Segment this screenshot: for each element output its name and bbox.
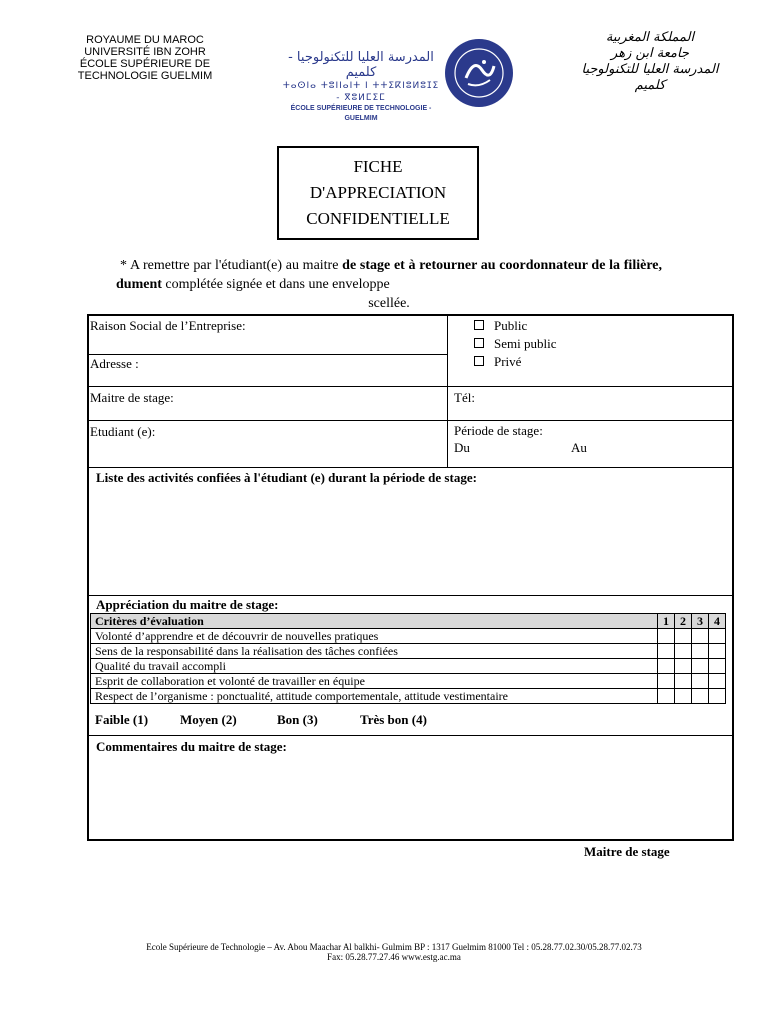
score-cell[interactable] bbox=[675, 659, 692, 674]
header-left-line-3: ÉCOLE SUPÉRIEURE DE bbox=[79, 58, 211, 70]
header-right-line-2: جامعة ابن زهر bbox=[611, 46, 689, 61]
score-cell[interactable] bbox=[692, 659, 709, 674]
score-cell[interactable] bbox=[658, 689, 675, 704]
checkbox-icon[interactable] bbox=[474, 356, 484, 366]
criterion-label: Sens de la responsabilité dans la réalisation des tâches confiées bbox=[91, 644, 658, 659]
periode-label: Période de stage: bbox=[454, 423, 543, 438]
raison-social-label: Raison Social de l’Entreprise: bbox=[90, 318, 246, 333]
score-cell[interactable] bbox=[709, 629, 726, 644]
signature-label: Maitre de stage bbox=[584, 844, 670, 859]
table-row bbox=[91, 674, 726, 689]
table-row bbox=[91, 629, 726, 644]
legend-moyen: Moyen (2) bbox=[180, 712, 237, 727]
score-cell[interactable] bbox=[692, 674, 709, 689]
table-row bbox=[91, 659, 726, 674]
du-label: Du bbox=[454, 440, 470, 455]
activites-label: Liste des activités confiées à l'étudiant (e) durant la période de stage: bbox=[96, 470, 477, 485]
header-right-line-3: المدرسة العليا للتكنولوجيا bbox=[581, 62, 719, 77]
footer bbox=[60, 942, 728, 962]
option-public[interactable] bbox=[474, 318, 527, 334]
maitre-label: Maitre de stage: bbox=[90, 390, 174, 405]
instr-part-1: * A remettre par l'étudiant(e) au maitre bbox=[120, 258, 343, 273]
commentaires-label: Commentaires du maitre de stage: bbox=[96, 739, 287, 754]
instr-part-4: scellée. bbox=[368, 296, 410, 311]
au-label: Au bbox=[571, 440, 587, 455]
title-line-3: CONFIDENTIELLE bbox=[306, 209, 450, 228]
criteria-header: Critères d’évaluation bbox=[91, 614, 658, 629]
option-public-label: Public bbox=[494, 318, 528, 333]
title-line-1: FICHE bbox=[353, 157, 403, 176]
criteria-table bbox=[90, 613, 726, 704]
footer-line-2: Fax: 05.28.77.27.46 www.estg.ac.ma bbox=[327, 952, 461, 962]
document-title bbox=[277, 146, 479, 240]
logo-tifinagh: ⵜⴰⵙⵏⴰ ⵜⵓⵏⵏⴰⵏⵜ ⵏ ⵜⵜⵉⴽⵏⵓⵍⵓⵊⵉ - ⴳⵓⵍⵎⵉⵎ bbox=[282, 81, 440, 103]
score-cell[interactable] bbox=[658, 644, 675, 659]
header-right-block bbox=[580, 30, 720, 94]
score-header-3: 3 bbox=[692, 614, 709, 629]
legend-faible: Faible (1) bbox=[95, 712, 149, 727]
tel-label: Tél: bbox=[454, 390, 475, 405]
header-left-line-2: UNIVERSITÉ IBN ZOHR bbox=[84, 46, 206, 58]
score-cell[interactable] bbox=[675, 689, 692, 704]
header-left-block bbox=[60, 34, 230, 82]
score-cell[interactable] bbox=[675, 674, 692, 689]
checkbox-icon[interactable] bbox=[474, 320, 484, 330]
option-prive[interactable] bbox=[474, 354, 521, 370]
criteria-header-row bbox=[91, 614, 726, 629]
header-right-line-4: كلميم bbox=[634, 78, 666, 93]
score-cell[interactable] bbox=[675, 644, 692, 659]
score-cell[interactable] bbox=[692, 689, 709, 704]
score-cell[interactable] bbox=[709, 689, 726, 704]
title-line-2: D'APPRECIATION bbox=[309, 183, 447, 202]
score-cell[interactable] bbox=[675, 629, 692, 644]
university-seal-icon bbox=[444, 38, 514, 108]
score-cell[interactable] bbox=[692, 644, 709, 659]
legend-bon: Bon (3) bbox=[277, 712, 318, 727]
legend-tres-bon: Très bon (4) bbox=[360, 712, 427, 727]
table-row bbox=[91, 644, 726, 659]
score-cell[interactable] bbox=[709, 659, 726, 674]
score-cell[interactable] bbox=[709, 644, 726, 659]
score-cell[interactable] bbox=[658, 629, 675, 644]
score-header-4: 4 bbox=[709, 614, 726, 629]
criterion-label: Volonté d’apprendre et de découvrir de nouvelles pratiques bbox=[91, 629, 658, 644]
logo-french: ÉCOLE SUPÉRIEURE DE TECHNOLOGIE - GUELMIM bbox=[290, 105, 432, 122]
option-prive-label: Privé bbox=[494, 354, 522, 369]
score-cell[interactable] bbox=[658, 674, 675, 689]
score-header-1: 1 bbox=[658, 614, 675, 629]
appreciation-label: Appréciation du maitre de stage: bbox=[96, 597, 279, 612]
school-logo bbox=[282, 50, 440, 124]
instr-part-2: de stage et à retourner au coordonnateur de la filière, dument bbox=[116, 258, 662, 292]
header-left-line-4: TECHNOLOGIE GUELMIM bbox=[77, 70, 213, 82]
option-semi-public[interactable] bbox=[474, 336, 556, 352]
header-left-line-1: ROYAUME DU MAROC bbox=[86, 34, 204, 46]
checkbox-icon[interactable] bbox=[474, 338, 484, 348]
score-header-2: 2 bbox=[675, 614, 692, 629]
score-cell[interactable] bbox=[692, 629, 709, 644]
instructions bbox=[116, 256, 662, 313]
score-cell[interactable] bbox=[709, 674, 726, 689]
header-right-line-1: المملكة المغربية bbox=[605, 30, 695, 45]
logo-arabic: المدرسة العليا للتكنولوجيا - كلميم bbox=[288, 50, 434, 80]
instr-part-3: complétée signée et dans une enveloppe bbox=[161, 277, 390, 292]
criterion-label: Esprit de collaboration et volonté de travailler en équipe bbox=[91, 674, 658, 689]
table-row bbox=[91, 689, 726, 704]
score-cell[interactable] bbox=[658, 659, 675, 674]
footer-line-1: Ecole Supérieure de Technologie – Av. Abou Maachar Al balkhi- Gulmim BP : 1317 Guelmim 81000 Tel : 05.28.77.02.30/05.28.77.02.73 bbox=[146, 942, 642, 952]
criterion-label: Respect de l’organisme : ponctualité, attitude comportementale, attitude vestimentaire bbox=[91, 689, 658, 704]
adresse-label: Adresse : bbox=[90, 356, 139, 371]
criterion-label: Qualité du travail accompli bbox=[91, 659, 658, 674]
option-semi-public-label: Semi public bbox=[494, 336, 557, 351]
etudiant-label: Etudiant (e): bbox=[90, 424, 156, 439]
